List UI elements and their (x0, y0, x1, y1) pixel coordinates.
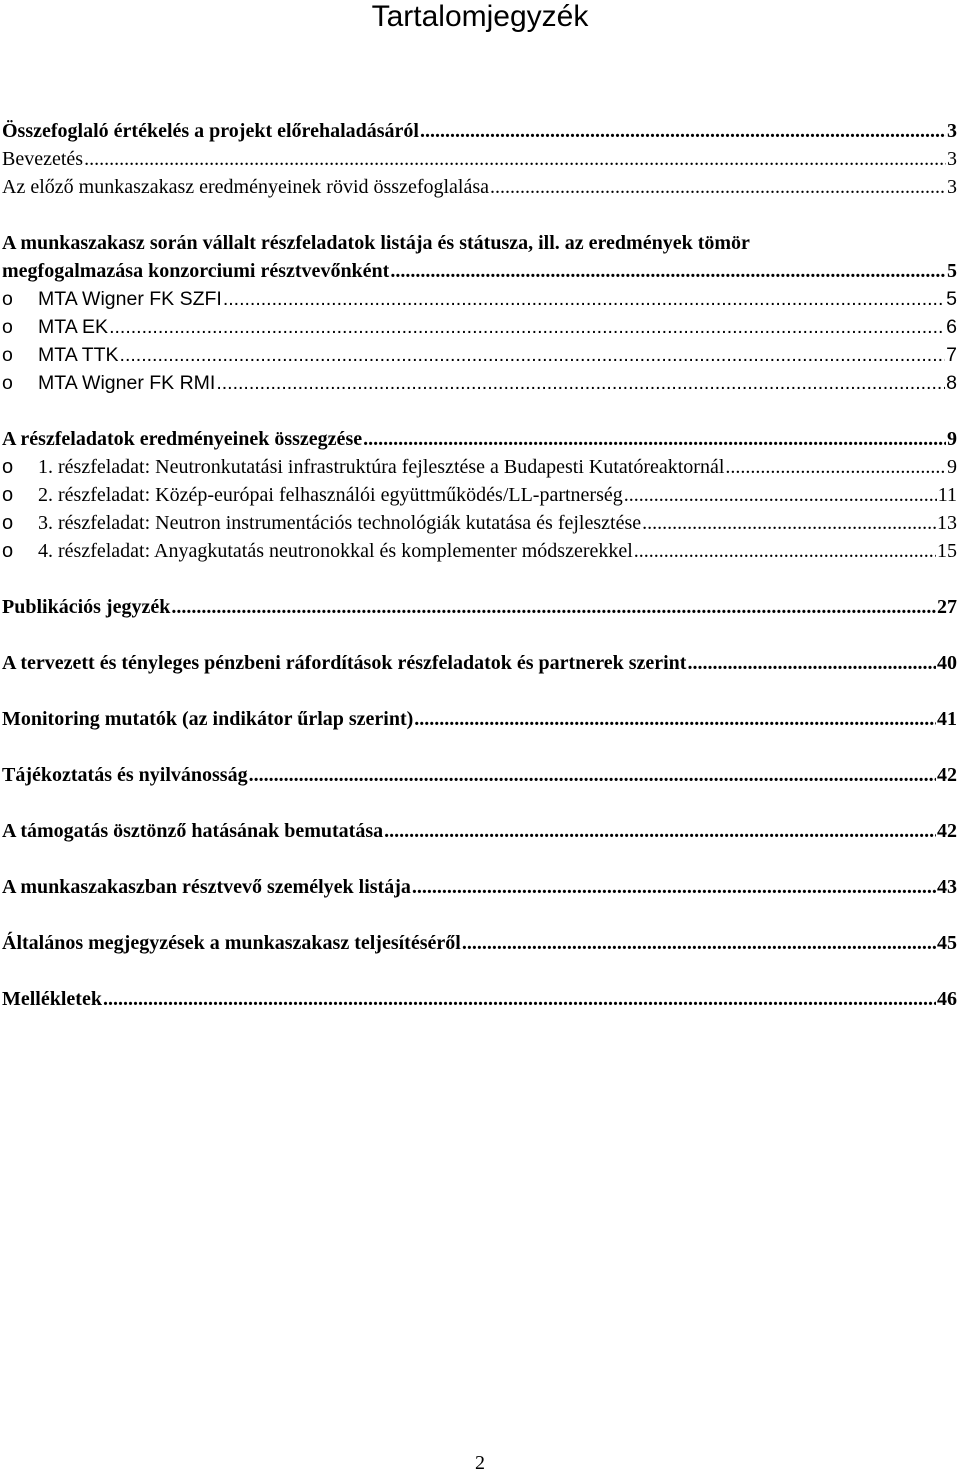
toc-entry-monitoring-mutatok[interactable] (2, 706, 957, 732)
toc-entry-label: 3. részfeladat: Neutron instrumentációs technológiák kutatása és fejlesztése (38, 512, 642, 534)
toc-entry-elozo-munkaszakasz[interactable] (2, 174, 957, 200)
dot-leader (120, 342, 946, 368)
toc-entry-label: 1. részfeladat: Neutronkutatási infrastruktúra fejlesztése a Budapesti Kutatóreaktornál (38, 456, 725, 478)
toc-entry-page: 9 (947, 456, 957, 478)
toc-entry-label: Az előző munkaszakasz eredményeinek rövid összefoglalása (2, 176, 490, 198)
dot-leader (223, 286, 945, 312)
dot-leader (363, 426, 946, 452)
toc-entry-page: 3 (947, 176, 957, 198)
toc-entry-label: Monitoring mutatók (az indikátor űrlap szerint) (2, 708, 414, 730)
bullet-icon: o (2, 372, 13, 394)
toc-entry-osztonzo-hatas[interactable] (2, 818, 957, 844)
dot-leader (412, 874, 936, 900)
dot-leader (216, 370, 945, 396)
toc-entry-page: 46 (937, 988, 957, 1010)
toc-entry-page: 43 (937, 876, 957, 898)
dot-leader (390, 258, 946, 284)
toc-entry-label: A munkaszakaszban résztvevő személyek listája (2, 876, 411, 898)
toc-entry-page: 9 (947, 428, 957, 450)
toc-entry-page: 42 (937, 764, 957, 786)
dot-leader (634, 538, 936, 564)
bullet-icon: o (2, 288, 13, 310)
toc-entry-page: 27 (937, 596, 957, 618)
toc-entry-page: 7 (946, 344, 957, 366)
toc-entry-mta-ttk[interactable] (2, 342, 957, 368)
toc-entry-label: Publikációs jegyzék (2, 596, 171, 618)
bullet-icon: o (2, 484, 14, 506)
dot-leader (249, 762, 936, 788)
toc-entry-page: 45 (937, 932, 957, 954)
toc-entry-tajekoztatas[interactable] (2, 762, 957, 788)
bullet-icon: o (2, 316, 13, 338)
toc-entry-label: Mellékletek (2, 988, 102, 1010)
dot-leader (109, 314, 945, 340)
toc-entry-page: 3 (947, 120, 957, 142)
dot-leader (103, 986, 936, 1012)
toc-entry-page: 5 (946, 288, 957, 310)
toc-entry-label: 2. részfeladat: Közép-európai felhasználói együttműködés/LL-partnerség (38, 484, 623, 506)
toc-entry-reszfeladat-3[interactable] (2, 510, 957, 536)
dot-leader (490, 174, 946, 200)
toc-entry-label-line1[interactable]: A munkaszakasz során vállalt részfeladatok listája és státusza, ill. az eredmények tömör (2, 232, 750, 254)
toc-entry-page: 13 (937, 512, 957, 534)
toc-entry-page: 40 (937, 652, 957, 674)
toc-entry-szemelyek-listaja[interactable] (2, 874, 957, 900)
toc-entry-label: A támogatás ösztönző hatásának bemutatása (2, 820, 384, 842)
toc-entry-bevezetes[interactable] (2, 146, 957, 172)
bullet-icon: o (2, 344, 13, 366)
toc-entry-wigner-rmi[interactable] (2, 370, 957, 396)
dot-leader (725, 454, 946, 480)
toc-entry-reszfeladatok-osszegzese[interactable] (2, 426, 957, 452)
toc-entry-label: Általános megjegyzések a munkaszakasz teljesítéséről (2, 932, 461, 954)
toc-entry-reszfeladatok-listaja[interactable] (2, 258, 957, 284)
toc-entry-label: 4. részfeladat: Anyagkutatás neutronokkal és komplementer módszerekkel (38, 540, 633, 562)
toc-entry-page: 41 (937, 708, 957, 730)
toc-entry-label: megfogalmazása konzorciumi résztvevőnként (2, 260, 390, 282)
toc-entry-page: 8 (946, 372, 957, 394)
toc-entry-label: Összefoglaló értékelés a projekt előrehaladásáról (2, 120, 419, 142)
dot-leader (171, 594, 936, 620)
dot-leader (420, 118, 946, 144)
toc-entry-label: MTA Wigner FK SZFI (38, 288, 222, 310)
toc-entry-reszfeladat-1[interactable] (2, 454, 957, 480)
toc-entry-wigner-szfi[interactable] (2, 286, 957, 312)
dot-leader (414, 706, 936, 732)
bullet-icon: o (2, 540, 14, 562)
toc-entry-reszfeladat-4[interactable] (2, 538, 957, 564)
toc-entry-label: Bevezetés (2, 148, 84, 170)
toc-entry-osszefoglalo[interactable] (2, 118, 957, 144)
toc-entry-reszfeladat-2[interactable] (2, 482, 957, 508)
toc-entry-label: A tervezett és tényleges pénzbeni ráfordítások részfeladatok és partnerek szerint (2, 652, 687, 674)
toc-entry-label: MTA TTK (38, 344, 119, 366)
dot-leader (687, 650, 936, 676)
bullet-icon: o (2, 512, 14, 534)
toc-entry-mta-ek[interactable] (2, 314, 957, 340)
toc-entry-page: 15 (937, 540, 957, 562)
toc-entry-mellekletek[interactable] (2, 986, 957, 1012)
toc-entry-page: 42 (937, 820, 957, 842)
dot-leader (84, 146, 946, 172)
toc-entry-page: 3 (947, 148, 957, 170)
toc-entry-label: MTA Wigner FK RMI (38, 372, 216, 394)
toc-entry-label: MTA EK (38, 316, 109, 338)
toc-entry-page: 6 (946, 316, 957, 338)
toc-entry-raforditasok[interactable] (2, 650, 957, 676)
dot-leader (384, 818, 936, 844)
toc-entry-label: Tájékoztatás és nyilvánosság (2, 764, 248, 786)
dot-leader (642, 510, 936, 536)
toc-entry-publikacios-jegyzek[interactable] (2, 594, 957, 620)
dot-leader (624, 482, 937, 508)
toc-entry-page: 5 (947, 260, 957, 282)
page-title: Tartalomjegyzék (371, 0, 589, 33)
toc-entry-label: A részfeladatok eredményeinek összegzése (2, 428, 363, 450)
bullet-icon: o (2, 456, 14, 478)
toc-entry-page: 11 (937, 484, 957, 506)
toc-entry-altalanos-megjegyzesek[interactable] (2, 930, 957, 956)
page-number: 2 (475, 1452, 485, 1474)
dot-leader (462, 930, 936, 956)
